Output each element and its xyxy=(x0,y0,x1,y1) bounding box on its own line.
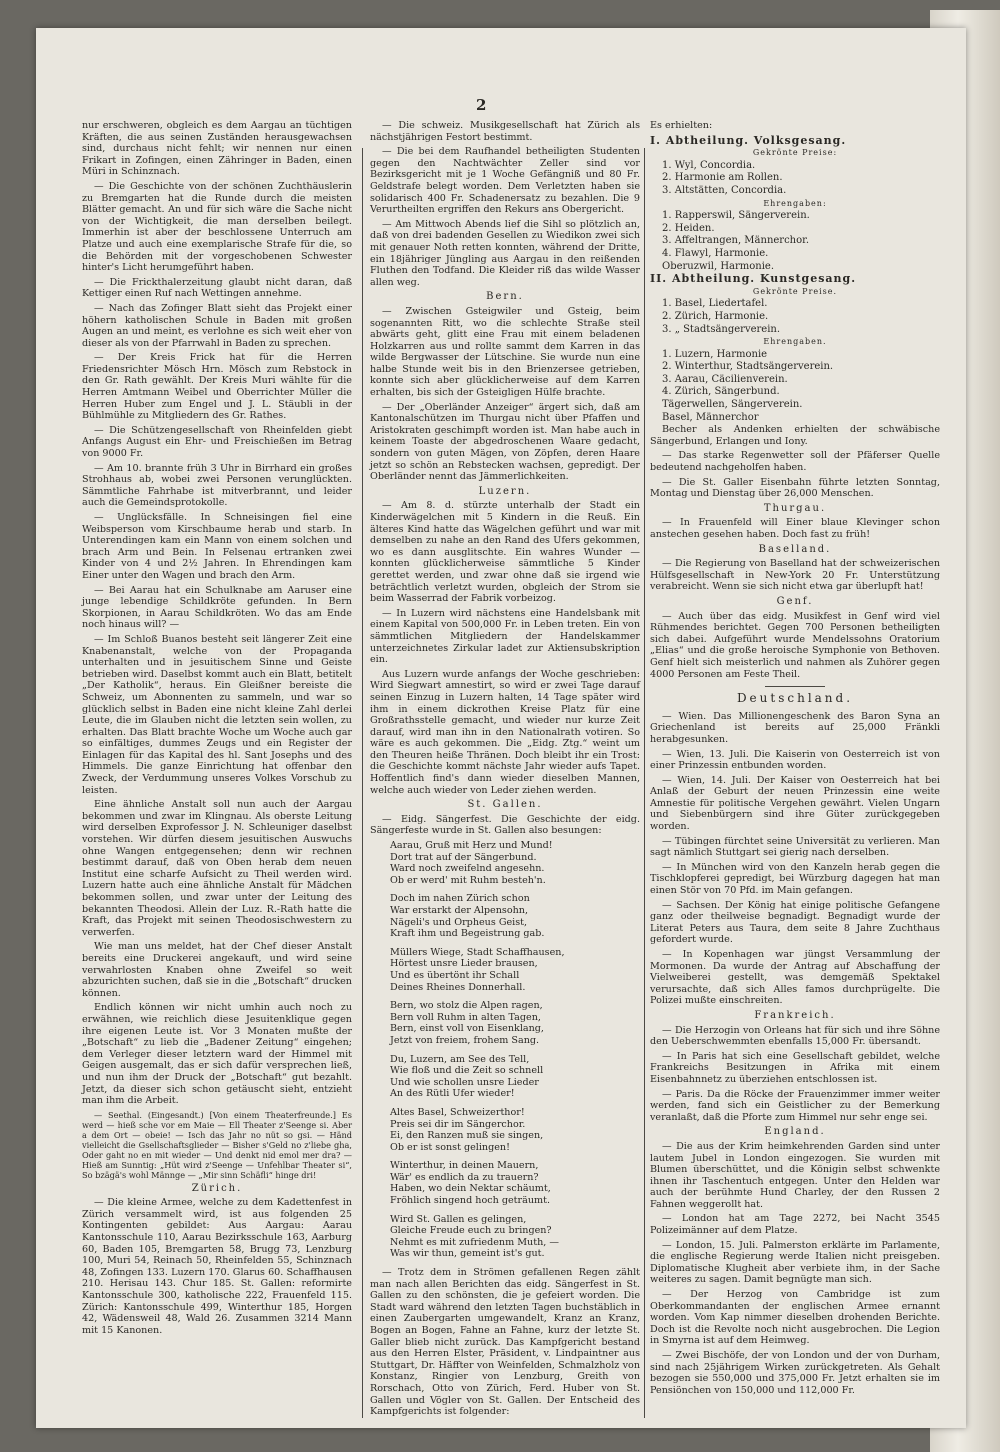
article: Wie man uns meldet, hat der Chef dieser Anstalt bereits eine Druckerei angekauft, und wird seine verwahrlosten Knaben ohne Zweifel so weit abzurichten suchen, daß sie in die „Botschaft“ drucken können. xyxy=(82,941,352,999)
article: — Das starke Regenwetter soll der Pfäferser Quelle bedeutend nachgeholfen haben. xyxy=(650,450,940,474)
poem xyxy=(390,840,640,1260)
list-item: 1. Basel, Liedertafel. xyxy=(662,298,768,310)
section-heading-frankreich: Frankreich. xyxy=(754,1009,836,1021)
article: — Am 8. d. stürzte unterhalb der Stadt ein Kinderwägelchen mit 5 Kindern in die Reuß. Ein älteres Kind hatte das Wägelchen geführt und war mit demselben zu nahe an den Rand des Ufers gekommen, wo es dann ausglitschte. Ein wahres Wunder — konnten glücklicherweise sämmtliche 5 Kinder gerettet werden, und zwar ohne daß sie irgend wie beträchtlich verletzt wurden, obgleich der Strom sie beim Wasserrad der Fabrik vorbeizog. xyxy=(370,500,640,605)
article: — Am 10. brannte früh 3 Uhr in Birrhard ein großes Strohhaus ab, wobei zwei Personen verunglückten. Sämmtliche Fahrhabe ist mitverbrannt, und leider auch die Gemeindsprotokolle. xyxy=(82,462,352,509)
dialect-note: — Seethal. (Eingesandt.) [Von einem Theaterfreunde.] Es werd — hieß sche vor em Maie — Ell Theater z'Seenge si. Aber a dem Ort — obeie! — Isch das Jahr no nüt so gsi. — Händ vielleicht die Gsellschaftsglieder — Bisher s'Geld no z'liebe gha, Oder gaht no en mit wieder — Und denkt nid emol mer dra? — Hieß am Sunntig: „Hüt wird z'Seenge — Unfehlbar Theater si“, So bzägä's wohl Männge — „Mir sinn Schäfli“ hinge dri! xyxy=(82,1109,352,1180)
list-item: 2. Winterthur, Stadtsängerverein. xyxy=(662,361,834,373)
list-item: 1. Luzern, Harmonie xyxy=(662,348,768,360)
newspaper-page xyxy=(36,28,966,1428)
article: — Die Regierung von Baselland hat der schweizerischen Hülfsgesellschaft in New-York 20 Fr. Unterstützung verabreicht. Wenn sie sich nicht etwa gar überlupft hat! xyxy=(650,558,940,593)
article: Eine ähnliche Anstalt soll nun auch der Aargau bekommen und zwar im Klingnau. Als oberste Leitung wird derselben Exprofessor J. N. Schleuniger daselbst vorstehen. Wir dürfen diesem jesuitischen Auswuchs ohne Wangen entgegensehen; denn wir rechnen bestimmt darauf, daß von Oben herab dem neuen Institut eine scharfe Aufsicht zu Theil werden wird. Luzern hatte auch eine ähnliche Anstalt für Mädchen bekommen sollen, und zwar unter der Leitung des bekannten Theodosi. Allein der Luz. R.-Rath hatte die Kraft, das Projekt mit seinen Theodosischwestern zu verwerfen. xyxy=(82,799,352,938)
list-subheading: Gekrönte Preise. xyxy=(752,286,838,296)
verse: Wär' es endlich da zu trauern? xyxy=(390,1171,539,1183)
stanza xyxy=(390,1000,640,1046)
article: — Nach das Zofinger Blatt sieht das Projekt einer höhern katholischen Schule in Baden mit großen Augen an und meint, es verlohne es sich weit eher von dieser als von der Pfarrwahl in Baden zu sprechen. xyxy=(82,302,352,349)
column-3 xyxy=(650,120,940,1399)
article: — Im Schloß Buanos besteht seit längerer Zeit eine Knabenanstalt, welche von der Propaganda unterhalten und in jesuitischem Sinne und Geiste betrieben wird. Daselbst kommt auch ein Blatt, betitelt „Der Katholik“, heraus. Ein Gleißner bereiste die Schweiz, um Abonnenten zu sammeln, und war so glücklich selbst in Baden eine nicht kleine Zahl derlei Leute, die im Glauben nicht die letzten sein wollen, zu erhalten. Das Blatt brachte Woche um Woche auch gar so einfältiges, dummes Zeugs und ein Register der Einlagen für das Kapital des hl. Sant Josephs und des Himmels. Die ganze Einrichtung hat offenbar den Zweck, der Verdummung unseres Volkes Vorschub zu leisten. xyxy=(82,633,352,796)
article: Es erhielten: xyxy=(650,120,713,131)
verse: Nehmt es mit zufriedenm Muth, — xyxy=(390,1236,559,1248)
verse: Müllers Wiege, Stadt Schaffhausen, xyxy=(390,946,565,958)
divider xyxy=(765,686,825,687)
article: — Der Herzog von Cambridge ist zum Oberkommandanten der englischen Armee ernannt worden. Vom Kap nimmer dieselben drohenden Berichte. Doch ist die Revolte noch nicht ausgebrochen. Die Legion in Smyrna ist auf dem Heimweg. xyxy=(650,1289,940,1347)
article: — Auch über das eidg. Musikfest in Genf wird viel Rühmendes berichtet. Gegen 700 Personen betheiligten sich dabei. Aufgeführt wurde Mendelssohns Oratorium „Elias“ und die große heroische Symphonie von Bethoven. Genf hielt sich meisterlich und nahmen als Zuhörer gegen 4000 Personen am Feste Theil. xyxy=(650,610,940,680)
stanza xyxy=(390,1107,640,1153)
section-heading-bern: Bern. xyxy=(486,291,524,303)
section-heading-england: England. xyxy=(764,1126,826,1138)
article: — London hat am Tage 2272, bei Nacht 3545 Polizeimänner auf dem Platze. xyxy=(650,1213,940,1237)
list-item: 3. „ Stadtsängerverein. xyxy=(662,323,781,335)
list-item: 3. Affeltrangen, Männerchor. xyxy=(662,235,810,247)
stanza xyxy=(390,1160,640,1206)
article: — In Kopenhagen war jüngst Versammlung der Mormonen. Da wurde der Antrag auf Abschaffung der Vielweiberei gestellt, was demgemäß Spektakel verursachte, daß sich Alles famos durchprügelte. Die Polizei mußte einschreiten. xyxy=(650,949,940,1007)
verse: Ob er ist sonst gelingen! xyxy=(390,1141,510,1153)
verse: Du, Luzern, am See des Tell, xyxy=(390,1053,530,1065)
article: — Wien. Das Millionengeschenk des Baron Syna an Griechenland ist bereits auf 25,000 Fränkli herabgesunken. xyxy=(650,710,940,745)
verse: Wie floß und die Zeit so schnell xyxy=(390,1065,544,1077)
stanza xyxy=(390,1054,640,1100)
stanza xyxy=(390,947,640,993)
article: — Wien, 14. Juli. Der Kaiser von Oesterreich hat bei Anlaß der Geburt der neuen Prinzessin eine weite Amnestie für politische Vergehen gewährt. Vielen Ungarn und Siebenbürgern sind ihre Güter zurückgegeben worden. xyxy=(650,774,940,833)
article: — Tübingen fürchtet seine Universität zu verlieren. Man sagt nämlich Stuttgart sei gierig nach derselben. xyxy=(650,835,940,859)
verse: Was wir thun, gemeint ist's gut. xyxy=(390,1248,545,1260)
article: Becher als Andenken erhielten der schwäbische Sängerbund, Erlangen und Iony. xyxy=(650,424,940,447)
column-rule xyxy=(362,148,363,1418)
column-rule xyxy=(644,148,645,1418)
verse: Doch im nahen Zürich schon xyxy=(390,893,530,905)
list-item: 3. Altstätten, Concordia. xyxy=(662,184,787,196)
article: — Unglücksfälle. In Schneisingen fiel eine Weibsperson vom Kirschbaume herab und starb. In Unterendingen kam ein Mann von einem solchen und brach Arm und Bein. In Felsenau ertranken zwei Kinder von 4 und 2½ Jahren. In Ehrendingen kam Einer unter den Wagen und brach den Arm. xyxy=(82,512,352,581)
article: — Zwei Bischöfe, der von London und der von Durham, sind nach 25jährigem Wirken zurückgetreten. Als Gehalt bezogen sie 550,000 und 375,000 Fr. Jetzt erhalten sie im Pensiönchen von 150,000 und 112,000 Fr. xyxy=(650,1350,940,1396)
verse: Und wie schollen unsre Lieder xyxy=(390,1076,539,1088)
verse: Preis sei dir im Sängerchor. xyxy=(390,1118,526,1130)
article: — Die bei dem Raufhandel betheiligten Studenten gegen den Nachtwächter Zeller sind vor Bezirksgericht mit je 1 Woche Gefängniß und 80 Fr. Geldstrafe belegt worden. Dem Verletzten haben sie solidarisch 400 Fr. Schadenersatz zu bezahlen. Die 9 Verurtheilten ergriffen den Rekurs ans Obergericht. xyxy=(370,146,640,216)
section-heading-genf: Genf. xyxy=(776,595,814,607)
column-2 xyxy=(370,120,640,1421)
list-item: 2. Harmonie am Rollen. xyxy=(662,172,783,184)
verse: War erstarkt der Alpensohn, xyxy=(390,905,529,916)
article: — In Frauenfeld will Einer blaue Klevinger schon anstechen gesehen haben. Doch fast zu früh! xyxy=(650,517,940,540)
article: — In Paris hat sich eine Gesellschaft gebildet, welche Frankreichs Besitzungen in Afrika mit einem Eisenbahnnetz zu überziehen entschlossen ist. xyxy=(650,1050,940,1085)
results-list xyxy=(650,133,940,425)
verse: Bern, wo stolz die Alpen ragen, xyxy=(390,1000,543,1012)
article: — Die Herzogin von Orleans hat für sich und ihre Söhne den Ueberschwemmten ebenfalls 15,000 Fr. übersandt. xyxy=(650,1024,940,1048)
verse: Dort trat auf der Sängerbund. xyxy=(390,851,537,863)
list-item: Basel, Männerchor xyxy=(662,411,759,423)
verse: Fröhlich singend hoch geträumt. xyxy=(390,1195,551,1207)
verse: Deines Rheines Donnerhall. xyxy=(390,981,526,993)
section-heading-thurgau: Thurgau. xyxy=(763,502,827,514)
article: nur erschweren, obgleich es dem Aargau an tüchtigen Kräften, die aus seinen Zuständen herausgewachsen sind, durchaus nicht fehlt; wir nennen nur einen Frikart in Zofingen, einen Zähringer in Baden, einen Müri in Schinznach. xyxy=(82,120,352,178)
article: Endlich können wir nicht umhin auch noch zu erwähnen, wie reichlich diese Jesuitenklique gegen ihre eigenen Leute ist. Vor 3 Monaten mußte der „Botschaft“ zu lieb die „Badener Zeitung“ eingehen; dem Verleger dieser letztern ward der Himmel mit Geigen ausgemalt, das er sich dafür versprechen ließ, und nun ihm der Druck der „Botschaft“ gut bezahlt. Jetzt, da dieser sich schon getäuscht sieht, entzieht man ihm die Arbeit. xyxy=(82,1002,352,1107)
article: — Die Frickthalerzeitung glaubt nicht daran, daß Kettiger einen Ruf nach Wettingen annehme. xyxy=(82,276,352,300)
article: — Bei Aarau hat ein Schulknabe am Aaruser eine junge lebendige Schildkröte gefunden. In Bern Skorpionen, in Aarau Schildkröten. Wo das am Ende noch hinaus will? — xyxy=(82,584,352,631)
article: — Die schweiz. Musikgesellschaft hat Zürich als nächstjährigen Festort bestimmt. xyxy=(370,120,640,143)
list-item: 1. Wyl, Concordia. xyxy=(662,159,756,171)
list-section: II. Abtheilung. Kunstgesang. xyxy=(650,272,857,286)
section-heading-deutschland: Deutschland. xyxy=(736,691,854,706)
article: — Zwischen Gsteigwiler und Gsteig, beim sogenannten Ritt, wo die schlechte Straße steil abwärts geht, glitt eine Frau mit einem beladenen Holzkarren aus und rollte sammt dem Karren in das wilde Bergwasser der Lütschine. Sie wurde nun eine halbe Stunde weit bis in den Brienzersee getrieben, konnte sich aber glücklicherweise auf dem Karren erhalten, bis sich der Gsteigligen Hülfe brachte. xyxy=(370,305,640,399)
verse: Ward noch zweifelnd angesehn. xyxy=(390,863,545,875)
verse: Bern voll Ruhm in alten Tagen, xyxy=(390,1011,541,1023)
article: — Am Mittwoch Abends lief die Sihl so plötzlich an, daß von drei badenden Gesellen zu Wiedikon zwei sich mit genauer Noth retten konnten, während der Dritte, ein 18jähriger Jüngling aus Aargau in den reißenden Fluthen den Todfand. Die Kleider riß das wilde Wasser allen weg. xyxy=(370,218,640,288)
page-number: 2 xyxy=(476,96,487,114)
verse: Bern, einst voll von Eisenklang, xyxy=(390,1023,544,1035)
stanza xyxy=(390,840,640,886)
article: — Paris. Da die Röcke der Frauenzimmer immer weiter werden, fand sich ein Geistlicher zu der Bemerkung veranlaßt, daß die Pforte zum Himmel nur sehr enge sei. xyxy=(650,1088,940,1123)
verse: Ob er werd' mit Ruhm besteh'n. xyxy=(390,874,546,886)
column-1 xyxy=(82,120,352,1339)
verse: Altes Basel, Schweizerthor! xyxy=(390,1106,525,1118)
article: — London, 15. Juli. Palmerston erklärte im Parlamente, die englische Regierung werde Italien nicht preisgeben. Diplomatische Klugheit aber verbiete ihm, in der Sache weiteres zu sagen. Damit begnügte man sich. xyxy=(650,1239,940,1286)
stanza xyxy=(390,1214,640,1260)
list-item: 4. Zürich, Sängerbund. xyxy=(662,386,780,398)
verse: Haben, wo dein Nektar schäumt, xyxy=(390,1183,551,1195)
list-subheading: Ehrengaben: xyxy=(763,198,827,208)
article: — Die kleine Armee, welche zu dem Kadettenfest in Zürich versammelt wird, ist aus folgenden 25 Kontingenten gebildet: Aus Aargau: Aarau Kantonsschule 110, Aarau Bezirksschule 163, Aarburg 60, Baden 105, Bremgarten 58, Brugg 73, Lenzburg 100, Muri 54, Reinach 50, Rheinfelden 55, Schinznach 48, Zofingen 133. Luzern 170. Glarus 60. Schaffhausen 210. Herisau 143. Chur 185. St. Gallen: reformirte Kantonsschule 300, katholische 222, Frauenfeld 115. Zürich: Kantonsschule 499, Winterthur 185, Horgen 42, Wädensweil 48, Wald 26. Zusammen 3214 Mann mit 15 Kanonen. xyxy=(82,1197,352,1336)
article: — Die Schützengesellschaft von Rheinfelden giebt Anfangs August ein Ehr- und Freischießen im Betrag von 9000 Fr. xyxy=(82,424,352,460)
stanza xyxy=(390,893,640,939)
article: — Die Geschichte von der schönen Zuchthäuslerin zu Bremgarten hat die Runde durch die meisten Blätter gemacht. An und für sich wäre die Sache nicht von der Wichtigkeit, die man derselben beilegt. Immerhin ist aber der beschlossene Unterruch am Platze und auch eine exemplarische Strafe für die, so die Behörden mit der vorgeschobenen Schwester hinter's Licht herumgeführt haben. xyxy=(82,180,352,274)
article: — Die aus der Krim heimkehrenden Garden sind unter lautem Jubel in London eingezogen. Sie wurden mit Blumen überschüttet, und die Königin selbst schwenkte ihnen ihr Taschentuch entgegen. Unter den Helden war auch der berühmte Hund Charley, der den Russen 2 Fahnen weggerollt hat. xyxy=(650,1140,940,1210)
verse: Ei, den Ranzen muß sie singen, xyxy=(390,1130,544,1142)
list-item: Oberuzwil, Harmonie. xyxy=(662,260,775,272)
verse: Kraft ihm und Begeistrung gab. xyxy=(390,928,545,940)
list-item: Tägerwellen, Sängerverein. xyxy=(662,399,803,411)
verse: Hörtest unsre Lieder brausen, xyxy=(390,958,538,970)
article: — Wien, 13. Juli. Die Kaiserin von Oesterreich ist von einer Prinzessin entbunden worden. xyxy=(650,748,940,772)
verse: Gleiche Freude euch zu bringen? xyxy=(390,1225,552,1237)
verse: Und es übertönt ihr Schall xyxy=(390,969,520,981)
list-item: 4. Flawyl, Harmonie. xyxy=(662,247,769,259)
article: — Sachsen. Der König hat einige politische Gefangene ganz oder theilweise begnadigt. Begnadigt wurde der Literat Peters aus Taura, dem seite 8 Jahre Zuchthaus gefordert wurde. xyxy=(650,899,940,946)
verse: Winterthur, in deinen Mauern, xyxy=(390,1160,539,1172)
list-item: 1. Rapperswil, Sängerverein. xyxy=(662,210,810,222)
verse: Nägeli's und Orpheus Geist, xyxy=(390,916,528,928)
section-heading-stgallen: St. Gallen. xyxy=(467,799,543,811)
list-item: 2. Heiden. xyxy=(662,222,715,234)
verse: An des Rütli Ufer wieder! xyxy=(390,1088,515,1100)
article: — In München wird von den Kanzeln herab gegen die Tischklopferei gepredigt, bei Würzburg dagegen hat man einen Stör von 70 Pfd. im Main gefangen. xyxy=(650,861,940,897)
list-subheading: Gekrönte Preise: xyxy=(752,148,838,158)
list-item: 2. Zürich, Harmonie. xyxy=(662,310,769,322)
article: — Der Kreis Frick hat für die Herren Friedensrichter Mösch Hrn. Mösch zum Rebstock in den Gr. Rath gewählt. Der Kreis Muri wählte für die Herren Amtmann Weibel und Oberrichter Müller die Herren Huber zum Engel und J. L. Stäubli in der Bühlmühle zu Mitgliedern des Gr. Rathes. xyxy=(82,352,352,422)
article: Aus Luzern wurde anfangs der Woche geschrieben: Wird Siegwart amnestirt, so wird er zwei Tage darauf seinen Einzug in Luzern halten, 14 Tage später wird ihm in einem dickrothen Kreise Platz für eine Großrathsstelle gemacht, und wieder nur kurze Zeit darauf, wird man ihn in den Nationalrath votiren. So wäre es auch gekommen. Die „Eidg. Ztg.“ weint um den Theuren heiße Thränen. Doch bleibt ihr ein Trost: die Geschichte kommt nächste Jahr wieder aufs Tapet. Hoffentlich find's dann wieder dieselben Mannen, welche auch wieder von Leder ziehen werden. xyxy=(370,668,640,796)
list-item: 3. Aarau, Cäcilienverein. xyxy=(662,373,788,385)
article: — Der „Oberländer Anzeiger“ ärgert sich, daß am Kantonalschützen im Thurgau nicht über Pfaffen und Aristokraten geschimpft worden ist. Man habe auch in keinem Toaste der abgedroschenen Waare gedacht, sondern von guten Mägen, von Zöpfen, deren Haare jetzt so schön an Rebstecken wachsen, gepredigt. Der Oberländer nennt das Jämmerlichkeiten. xyxy=(370,401,640,483)
article: — Die St. Galler Eisenbahn führte letzten Sonntag, Montag und Dienstag über 26,000 Menschen. xyxy=(650,476,940,500)
verse: Jetzt von freiem, frohem Sang. xyxy=(390,1034,540,1046)
article: — Eidg. Sängerfest. Die Geschichte der eidg. Sängerfeste wurde in St. Gallen also besungen: xyxy=(370,813,640,837)
verse: Aarau, Gruß mit Herz und Mund! xyxy=(390,840,553,852)
verse: Wird St. Gallen es gelingen, xyxy=(390,1213,527,1225)
list-subheading: Ehrengaben. xyxy=(763,337,827,347)
section-heading-zurich: Zürich. xyxy=(191,1182,243,1194)
article: — In Luzern wird nächstens eine Handelsbank mit einem Kapital von 500,000 Fr. in Leben treten. Ein von sämmtlichen Mitgliedern der Handelskammer unterzeichnetes Zirkular ladet zur Aktiensubskription ein. xyxy=(370,607,640,666)
list-section: I. Abtheilung. Volksgesang. xyxy=(650,133,847,147)
section-heading-luzern: Luzern. xyxy=(478,485,532,497)
article: — Trotz dem in Strömen gefallenen Regen zählt man nach allen Berichten das eidg. Sängerfest in St. Gallen zu den schönsten, die je gefeiert worden. Die Stadt ward während den letzten Tagen buchstäblich in einen Zaubergarten umgewandelt, Kranz an Kranz, Bogen an Bogen, Fahne an Fahne, kurz der letzte St. Galler blieb nicht zurück. Das Kampfgericht bestand aus den Herren Elster, Präsident, v. Lindpaintner aus Stuttgart, Dr. Häffter von Weinfelden, Schmalzholz von Konstanz, Ringier von Lenzburg, Greith von Rorschach, Otto von Zürich, Ferd. Huber von St. Gallen und Vögler von St. Gallen. Der Entscheid des Kampfgerichts ist folgender: xyxy=(370,1267,640,1418)
section-heading-baselland: Baselland. xyxy=(758,543,832,555)
